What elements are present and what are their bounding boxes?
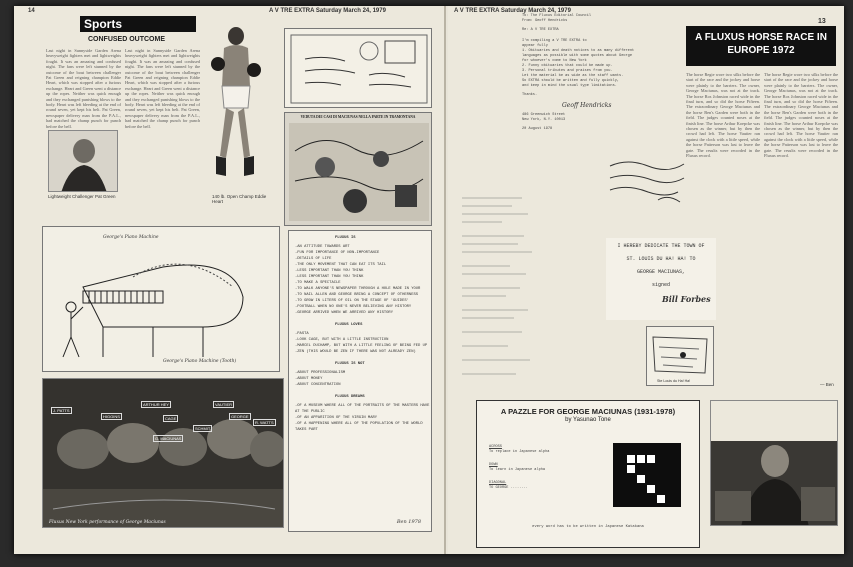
- article-column-1: Last night in Sunnyside Garden Arena heavyweight fighters met and lightweights fought. It was an amazing and confused night. The fans were left stunned by the outcome of the bout between challenger Pat Green and reigning champion Eddie Heart, which was stopped after a furious exchange. Heart and Green went a distance up the ropes. Neither was quick enough and they exchanged punishing blows to the body. Heart was left bleeding at the end of round seven, yet kept his belt. Pat Green, newspaper delivery man from the P.A.L., had matched the champ punch for punch before the bell.: [46, 48, 121, 128]
- list-item: -FOOTBALL WHEN NO ONE'S NEVER BELIEVING ANY HISTORY: [295, 305, 412, 309]
- list-item: -GEORGE ARRIVED WHEN WE ARRIVED ANY HISTORY: [295, 311, 393, 315]
- list-item: -OF A HAPPENING WHERE ALL OF THE POPULATION OF THE WORLD: [295, 422, 423, 426]
- list-item: -LESS IMPORTANT THAN YOU THINK: [295, 275, 364, 279]
- fluxus-list: [289, 241, 431, 319]
- list-item: -LESS IMPORTANT THAN YOU THINK: [295, 269, 364, 273]
- list-item: AT THE PUBLIC: [295, 410, 325, 414]
- elephant-label: J. PATTS: [53, 408, 70, 413]
- elephant-label: ARTHUR HEY: [143, 402, 169, 407]
- fluxus-manifesto: [288, 230, 432, 532]
- left-page: [14, 6, 446, 554]
- list-item: TAKES PART: [295, 428, 318, 432]
- boxer-photo-left: [48, 130, 118, 192]
- list-item: I'm compiling a V TRE EXTRA to: [522, 39, 587, 43]
- list-item: 2. Funny obituaries that could be made up.: [522, 64, 613, 68]
- list-item: -TO MAKE A SPECTACLE: [295, 281, 341, 285]
- letter-to: To: The Fluxus Editorial Council: [522, 14, 592, 18]
- list-item: -ABOUT CONCENTRATION: [295, 383, 341, 387]
- piano-caption-top: George's Piano Machine: [103, 235, 159, 240]
- elephant-label: R. WATTS: [255, 420, 274, 425]
- elephants-photo: [42, 378, 284, 528]
- list-item: -THE ONLY MOVEMENT THAT CAN EAT ITS TAIL: [295, 263, 387, 267]
- section-label: Sports: [80, 16, 196, 32]
- response-list: [462, 192, 540, 392]
- article-title-box: [686, 26, 836, 66]
- dedication-line: GEORGE MACIUNAS,: [636, 269, 685, 275]
- map-illustration: [284, 112, 432, 226]
- list-item: -TO WALK ANYONE'S NEWSPAPER THROUGH A HOLE MADE IN YOUR: [295, 287, 421, 291]
- list-item: 3. Personal tributes and praises from you.: [522, 69, 613, 73]
- list-item: languages as possible with some quotes about George: [522, 54, 632, 58]
- dedication-line: I HEREBY DEDICATE THE TOWN OF: [617, 243, 705, 249]
- puzzle-clue-row: [489, 445, 599, 455]
- letter-address: 486 Greenwich Street New York, N.Y. 10013: [522, 113, 566, 122]
- letter-re: Re: A V TRE EXTRA: [522, 28, 559, 32]
- letter-signoff: Geoff Hendricks: [562, 102, 612, 109]
- elephant-label: SCHMIT: [195, 426, 211, 431]
- elephant-label: HIGGINS: [103, 414, 120, 419]
- puzzle-byline: by Yasunao Tone: [565, 417, 611, 423]
- puzzle-clue-text: To replace in Japanese alpha: [489, 450, 550, 454]
- elephant-label: GEORGE: [231, 414, 249, 419]
- article-column-2: Last night in Sunnyside Garden Arena heavyweight fighters met and lightweights fought. It was an amazing and confused night. The fans were left stunned by the outcome of the bout between challenger Pat Green and reigning champion Eddie Heart, which was stopped after a furious exchange. Heart and Green went a distance up the ropes. Neither was quick enough and they exchanged punishing blows to the body. Heart was left bleeding at the end of round seven, yet kept his belt. Pat Green, newspaper delivery man from the P.A.L., had matched the champ punch for punch before the bell.: [125, 48, 200, 129]
- puzzle-grid: [613, 443, 681, 507]
- puzzle-clue-row: [489, 463, 599, 473]
- list-item: appear fully: [522, 44, 548, 48]
- puzzle-clues: [489, 445, 599, 499]
- list-item: for whoever's come to New York: [522, 59, 587, 63]
- page-header-right: A V TRE EXTRA Saturday March 24, 1979: [454, 8, 571, 14]
- right-page: [448, 6, 844, 554]
- list-item: -MARCEL DUCHAMP, BUT WITH A LITTLE FEELING OF BEING FED UP: [295, 344, 428, 348]
- puzzle-clue-label: ACROSS: [489, 445, 502, 449]
- piano-caption-bottom: George's Piano Machine (Tooth): [163, 359, 237, 364]
- puzzle-title: A PAZZLE FOR GEORGE MACIUNAS (1931-1978): [500, 407, 676, 416]
- list-item: -OF AN APPARITION OF THE VIRGIN MARY: [295, 416, 378, 420]
- dedication-signature: Bill Forbes: [662, 294, 711, 304]
- list-item: So EXTRA should be written and fully quickly,: [522, 79, 620, 83]
- elephant-caption: Fluxus New York performance of George Maciunas: [49, 520, 166, 525]
- headline: CONFUSED OUTCOME: [88, 36, 165, 43]
- puzzle-clue-row: [489, 481, 599, 491]
- page-header-left: A V TRE EXTRA Saturday March 24, 1979: [269, 8, 386, 14]
- elephant-label: G. MACIUNAS: [155, 436, 182, 441]
- maciunas-photo: [710, 400, 838, 526]
- dedication-line: ST. LOUIS DU HA! HA! TO: [626, 256, 696, 262]
- list-item: Let the material be as wide as the staff wants.: [522, 74, 624, 78]
- list-item: -TO NAIL ALLEN AND GEORGE BRING A CONCEPT OF OTHERNESS: [295, 293, 419, 297]
- map-title: VEDUTA DEI CASI DI MACIUNAS NELLA PARTE IN TRAMONTANA: [300, 115, 416, 119]
- fluxus-not-heading: FLUXUS IS NOT: [335, 362, 365, 366]
- fluxus-dreams-heading: FLUXUS DREAMS: [335, 395, 365, 399]
- fluxus-dreams-list: [289, 400, 431, 436]
- puzzle-footer: every word has to be written in Japanese Katakana: [532, 525, 644, 529]
- list-item: -ABOUT MONEY: [295, 377, 323, 381]
- list-item: -DETAILS OF LIFE: [295, 257, 332, 261]
- article-signature: — Ben: [820, 382, 834, 387]
- fluxus-loves-heading: FLUXUS LOVES: [335, 323, 363, 327]
- page-number-left: 14: [28, 8, 35, 14]
- list-item: -FUN FOR IMPORTANCE OF NON-IMPORTANCE: [295, 251, 380, 255]
- letter-date: 20 August 1978: [522, 127, 553, 131]
- elephant-label: CAGE: [165, 416, 177, 421]
- puzzle-clue-text: TO GEORGE ........: [489, 486, 528, 490]
- elephant-labels: [43, 379, 284, 528]
- list-item: -OF A MUSEUM WHERE ALL OF THE PORTRAITS OF THE MASTERS HAVE: [295, 404, 430, 408]
- piano-drawing: [42, 226, 280, 372]
- puzzle-clue-label: DIAGONAL: [489, 481, 507, 485]
- list-item: -LOOK CAGE, BUT WITH A LITTLE INSTRUCTION: [295, 338, 389, 342]
- list-item: -ABOUT PROFESSIONALISM: [295, 371, 346, 375]
- fluxus-heading: FLUXUS IS: [335, 236, 356, 240]
- list-item: -AN ATTITUDE TOWARDS ART: [295, 245, 350, 249]
- caption-left: Lightweight Challenger Pat Green: [48, 194, 116, 199]
- newspaper-spread: [14, 6, 844, 554]
- horse-article-col-1: The horse Regie wore two silks before the start of the race and the jockey and horse were plainly to the barriers. The owner, George Maciunas, was not at the track. The horse Ros Johnston raced wide in the final turn, and so did the horse Fifteen. The extraordinary George Maciunas and the horse Ben's Garden were both in the field. The judges counted noses at the finish line. The horse Arthur Koepcke was chosen as the winner, but by then the crowd had left. The horse Vautier ran against the clock with a little speed, while the horse Patterson was last to leave the gate. The results were recorded in the Fluxus record.: [686, 72, 760, 159]
- envelope-collage: [284, 28, 432, 108]
- fluxus-loves-list: [289, 328, 431, 358]
- letter-body: [522, 39, 674, 89]
- elephant-label: VAUTIER: [215, 402, 233, 407]
- fluxus-not-list: [289, 367, 431, 391]
- page-number-right: 13: [818, 18, 826, 25]
- letter-thanks: Thanks.: [522, 93, 538, 97]
- article-title: A FLUXUS HORSE RACE IN EUROPE 1972: [695, 32, 827, 56]
- fluxus-signature: Ben 1978: [396, 519, 421, 525]
- list-item: 1. Obituaries and death notices to as many different: [522, 49, 635, 53]
- list-item: -ZEN (THIS WOULD BE ZEN IF THERE WAS NOT ALREADY ZEN): [295, 350, 416, 354]
- boxer-photo-right: [204, 16, 266, 196]
- horse-article-col-2: The horse Regie wore two silks before the start of the race and the jockey and horse were plainly to the barriers. The owner, George Maciunas, was not at the track. The horse Ros Johnston raced wide in the final turn, and so did the horse Fifteen. The extraordinary George Maciunas and the horse Ben's Garden were both in the field. The judges counted noses at the finish line. The horse Arthur Koepcke was chosen as the winner, but by then the crowd had left. The horse Vautier ran against the clock with a little speed, while the horse Patterson was last to leave the gate. The results were recorded in the Fluxus record.: [764, 72, 838, 159]
- list-item: -PASTA: [295, 332, 309, 336]
- puzzle-box: [476, 400, 700, 548]
- list-item: and keep in mind the usual type limitations.: [522, 84, 617, 88]
- letter-from: From: Geoff Hendricks: [522, 19, 568, 23]
- list-item: -TO GROW IN LITERS OF OIL ON THE STAGE OF 'GUIDES': [295, 299, 409, 303]
- dedication-caption: Ste Louis du Ha! Ha!: [657, 379, 691, 383]
- puzzle-clue-label: DOWN: [489, 463, 498, 467]
- dedication-line: signed: [651, 282, 670, 288]
- handwritten-note: [608, 156, 688, 209]
- puzzle-clue-text: To learn in Japanese alpha: [489, 468, 546, 472]
- caption-right: 140 lb. Open Champ Eddie Heart: [212, 194, 267, 204]
